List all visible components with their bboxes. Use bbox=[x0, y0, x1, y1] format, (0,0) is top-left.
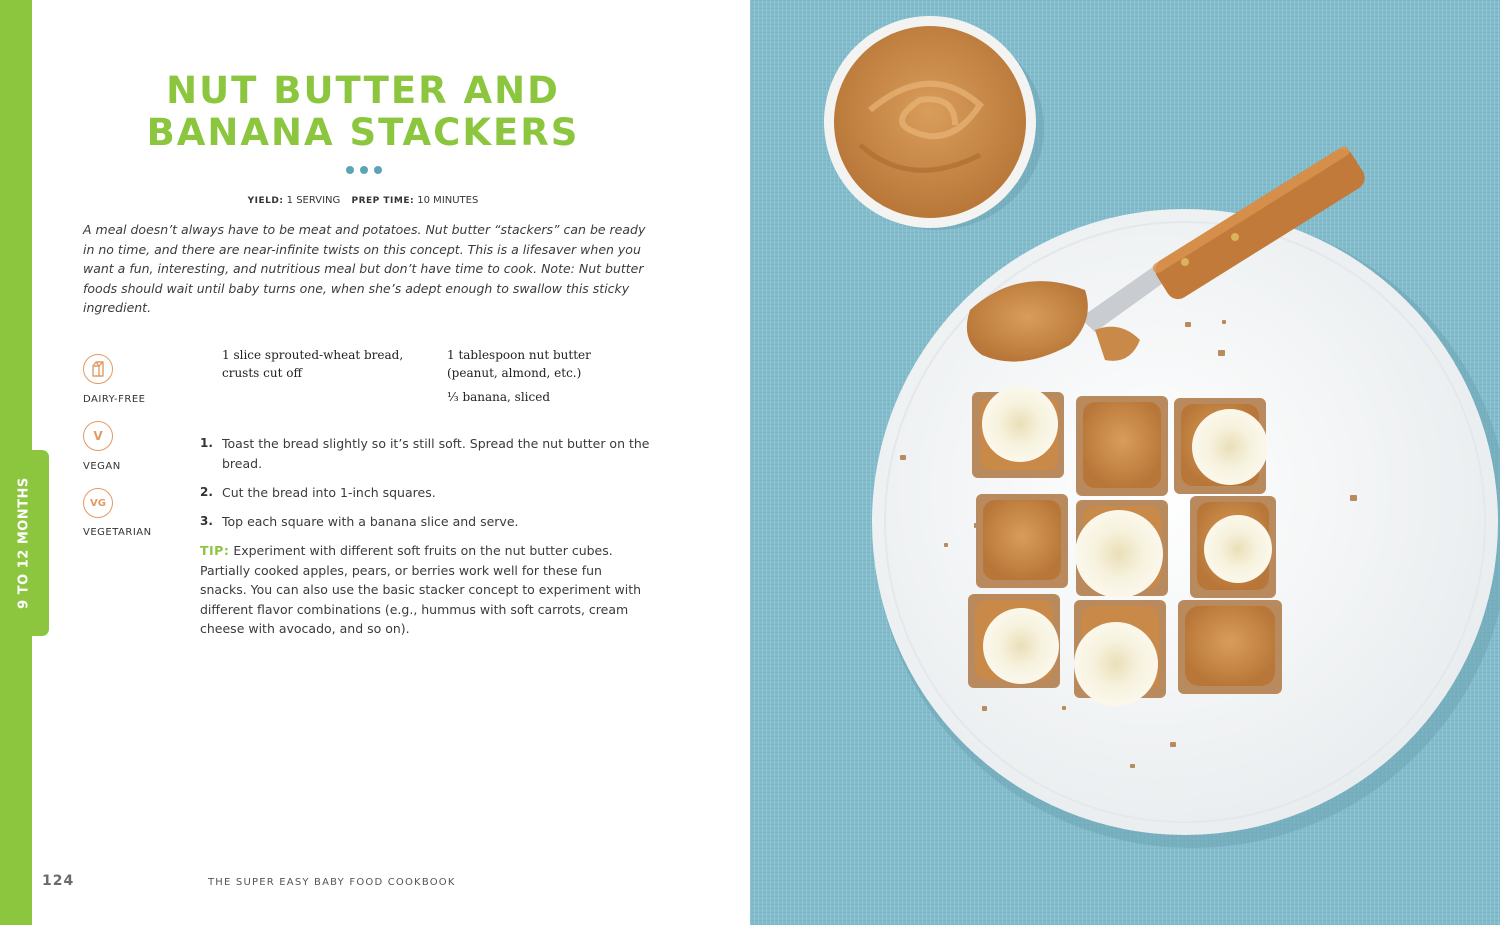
recipe-title-line1: NUT BUTTER AND bbox=[166, 69, 560, 112]
step-text: Cut the bread into 1-inch squares. bbox=[222, 484, 436, 500]
recipe-meta bbox=[83, 195, 643, 206]
tip-label: TIP: bbox=[200, 543, 230, 558]
step-number: 2. bbox=[200, 484, 213, 499]
vegan-icon: V bbox=[83, 421, 113, 451]
prep-time-label: PREP TIME: bbox=[351, 196, 415, 206]
step-item bbox=[200, 512, 650, 532]
ingredient-bread: 1 slice sprouted-wheat bread, crusts cut off bbox=[222, 348, 404, 380]
vegetarian-label: VEGETARIAN bbox=[83, 527, 152, 538]
recipe-title-line2: BANANA STACKERS bbox=[146, 111, 580, 154]
ingredient-banana: ⅓ banana, sliced bbox=[447, 390, 551, 404]
title-divider-dots bbox=[346, 166, 386, 176]
recipe-tip bbox=[200, 541, 650, 639]
toast-square bbox=[1178, 600, 1282, 694]
yield-value: 1 SERVING bbox=[286, 195, 341, 206]
step-number: 1. bbox=[200, 436, 213, 450]
running-head: THE SUPER EASY BABY FOOD COOKBOOK bbox=[208, 877, 456, 888]
toast-square bbox=[976, 494, 1068, 588]
recipe-title bbox=[83, 70, 643, 154]
section-tab-label: 9 TO 12 MONTHS bbox=[16, 477, 32, 609]
recipe-intro: A meal doesn’t always have to be meat and potatoes. Nut butter “stackers” can be ready in no time, and there are near-infinite twists on this concept. This is a lifesaver when you want a fun, interesting, and nutritious meal but don’t have time to cook. Note: Nut butter foods should wait until baby turns one, when she’s adept enough to swallow this sticky ingredient. bbox=[83, 222, 646, 316]
plate bbox=[872, 209, 1500, 848]
prep-time-value: 10 MINUTES bbox=[417, 195, 479, 206]
recipe-steps bbox=[200, 434, 650, 541]
tip-text: Experiment with different soft fruits on the nut butter cubes. Partially cooked apples, pears, or berries work well for these fun snacks. You can also use the basic stacker concept to experiment with different flavor combinations (e.g., hummus with soft carrots, cream cheese with avocado, and so on). bbox=[200, 543, 642, 637]
step-text: Toast the bread slightly so it’s still soft. Spread the nut butter on the bread. bbox=[222, 436, 650, 471]
toast-square bbox=[1074, 600, 1166, 706]
ingredient-nut-butter: 1 tablespoon nut butter (peanut, almond, etc.) bbox=[447, 348, 591, 380]
yield-label: YIELD: bbox=[247, 196, 284, 206]
step-number: 3. bbox=[200, 513, 213, 528]
page-number: 124 bbox=[42, 873, 75, 889]
toast-square bbox=[968, 594, 1060, 688]
step-text: Top each square with a banana slice and serve. bbox=[222, 513, 519, 529]
toast-square bbox=[1174, 398, 1268, 494]
dairy-free-label: DAIRY-FREE bbox=[83, 394, 146, 405]
toast-square bbox=[1190, 496, 1276, 598]
vegetarian-icon: VG bbox=[83, 488, 113, 518]
toast-squares bbox=[968, 386, 1282, 706]
vegan-label: VEGAN bbox=[83, 461, 121, 472]
milk-carton-icon bbox=[83, 354, 113, 384]
food-photo bbox=[750, 0, 1500, 925]
step-item bbox=[200, 434, 650, 473]
step-item bbox=[200, 483, 650, 503]
toast-square bbox=[972, 386, 1064, 478]
toast-square bbox=[1075, 500, 1168, 598]
toast-square bbox=[1076, 396, 1168, 496]
